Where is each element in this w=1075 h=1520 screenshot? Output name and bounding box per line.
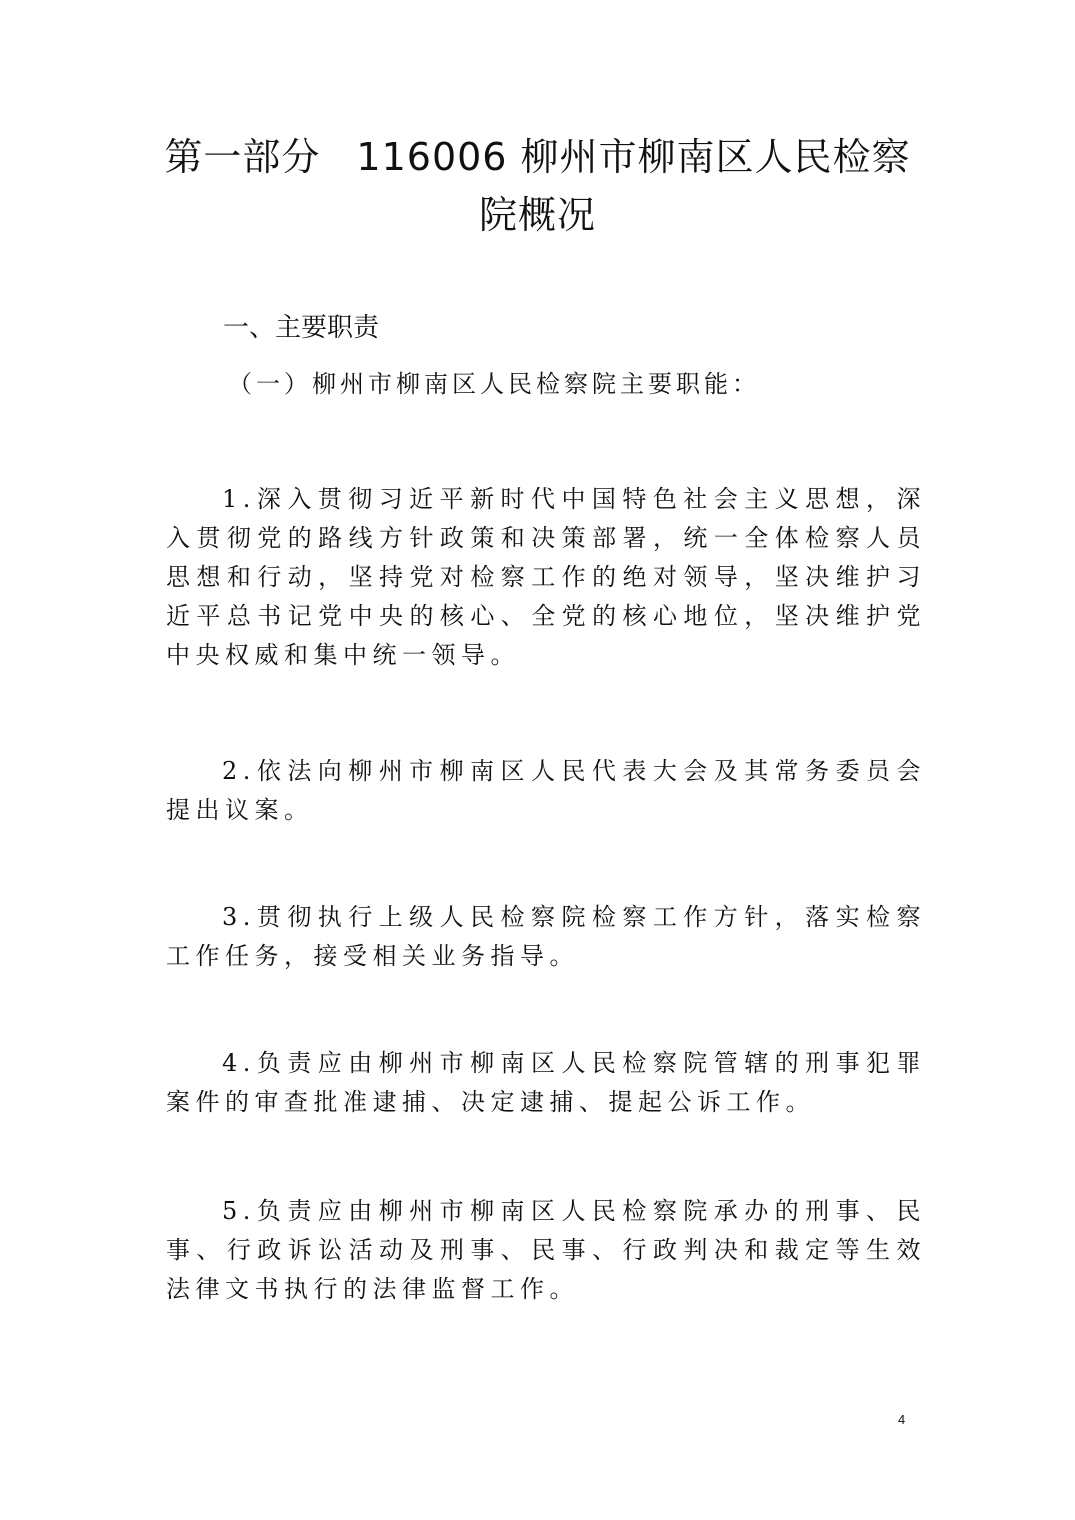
title-line-2: 院概况 <box>478 193 596 237</box>
duty-paragraph-3: 3.贯彻执行上级人民检察院检察工作方针，落实检察工作任务，接受相关业务指导。 <box>166 903 926 970</box>
duty-paragraph-1: 1.深入贯彻习近平新时代中国特色社会主义思想，深入贯彻党的路线方针政策和决策部署，统一全体检察人员思想和行动，坚持党对检察工作的绝对领导，坚决维护习近平总书记党中央的核心、全党的核心地位，坚决维护党中央权威和集中统一领导。 <box>166 485 926 669</box>
page-number: 4 <box>898 1412 906 1427</box>
title-line-1 <box>120 128 955 186</box>
section-heading: 一、主要职责 <box>223 313 380 343</box>
subsection-heading: （一）柳州市柳南区人民检察院主要职能： <box>228 370 760 398</box>
title-unit-code-name: 116006 柳州市柳南区人民检察 <box>356 135 911 179</box>
duty-paragraph-5: 5.负责应由柳州市柳南区人民检察院承办的刑事、民事、行政诉讼活动及刑事、民事、行政判决和裁定等生效法律文书执行的法律监督工作。 <box>166 1197 926 1303</box>
page-title <box>120 128 955 244</box>
duty-paragraph-2: 2.依法向柳州市柳南区人民代表大会及其常务委员会提出议案。 <box>166 757 926 824</box>
duty-paragraph-4: 4.负责应由柳州市柳南区人民检察院管辖的刑事犯罪案件的审查批准逮捕、决定逮捕、提起公诉工作。 <box>166 1049 926 1116</box>
title-part-label: 第一部分 <box>164 135 321 179</box>
